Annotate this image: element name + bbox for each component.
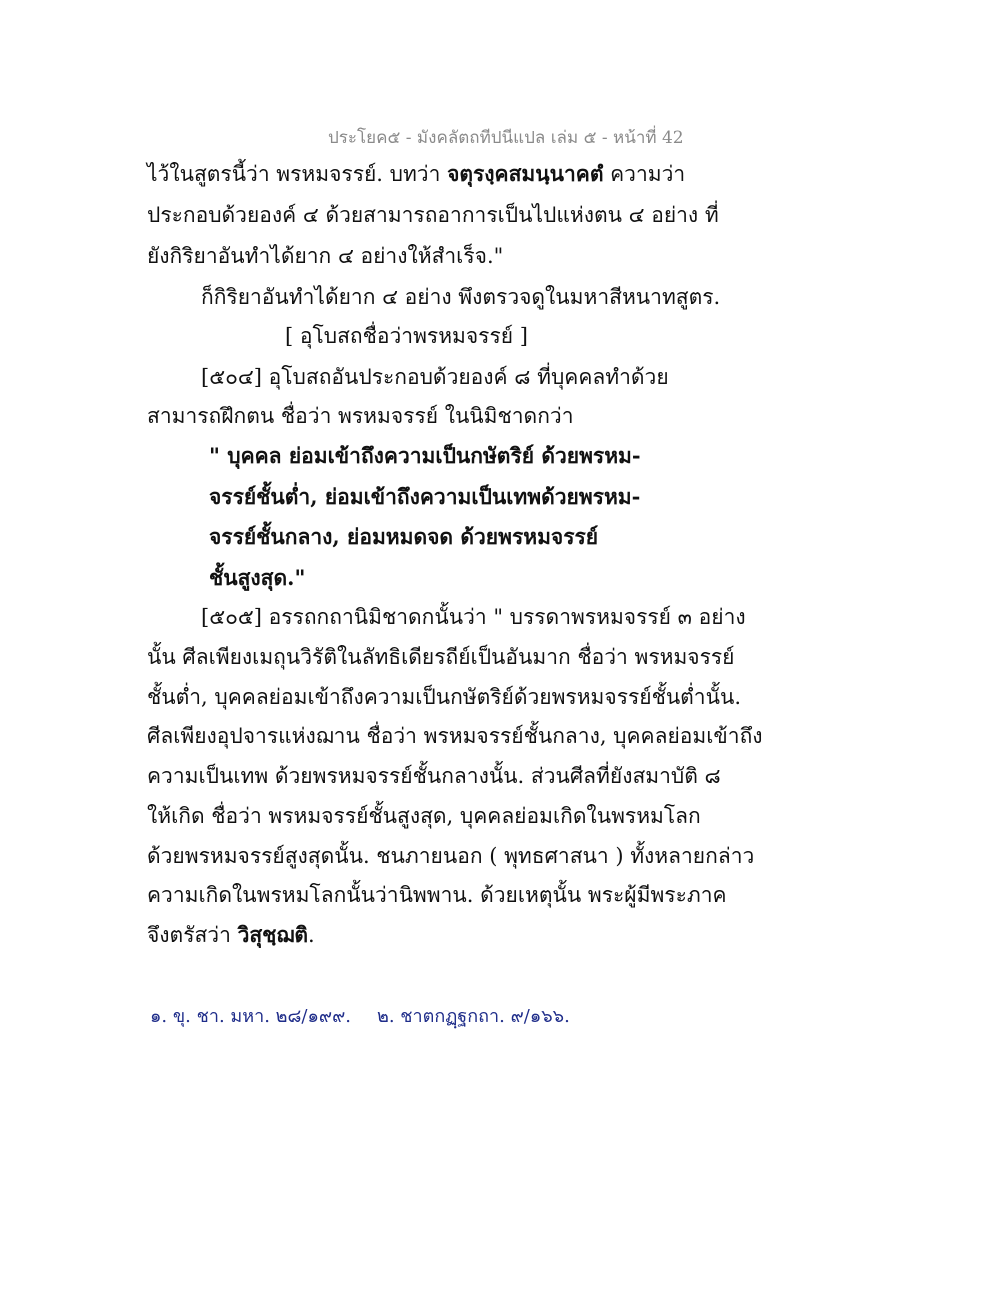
- text-line: [๕๐๕] อรรถกถานิมิชาดกนั้นว่า " บรรดาพรหมจรรย์ ๓ อย่าง: [201, 605, 746, 629]
- footnotes: [150, 1001, 570, 1030]
- page-header: ประโยค๕ - มังคลัตถทีปนีแปล เล่ม ๕ - หน้าที่ 42: [328, 128, 684, 148]
- text-line: ศีลเพียงอุปจารแห่งฌาน ชื่อว่า พรหมจรรย์ชั้นกลาง, บุคคลย่อมเข้าถึง: [147, 724, 763, 748]
- verse-line: " บุคคล ย่อมเข้าถึงความเป็นกษัตริย์ ด้วยพรหม-: [209, 443, 641, 468]
- verse-line: จรรย์ชั้นต่ำ, ย่อมเข้าถึงความเป็นเทพด้วยพรหม-: [209, 484, 641, 509]
- text-line: [147, 160, 685, 188]
- text-line: ด้วยพรหมจรรย์สูงสุดนั้น. ชนภายนอก ( พุทธศาสนา ) ทั้งหลายกล่าว: [147, 844, 755, 868]
- verse-line: ชั้นสูงสุด.": [209, 565, 306, 590]
- text-line: ความเป็นเทพ ด้วยพรหมจรรย์ชั้นกลางนั้น. ส่วนศีลที่ยังสมาบัติ ๘: [147, 764, 721, 788]
- footnote-1: ๑. ขุ. ชา. มหา. ๒๘/๑๙๙.: [150, 1006, 351, 1027]
- pali-term: จตุรงฺคสมนฺนาคตํ: [447, 161, 604, 186]
- text-run: .: [308, 923, 315, 947]
- verse-line: จรรย์ชั้นกลาง, ย่อมหมดจด ด้วยพรหมจรรย์: [209, 524, 599, 549]
- text-line: ให้เกิด ชื่อว่า พรหมจรรย์ชั้นสูงสุด, บุคคลย่อมเกิดในพรหมโลก: [147, 804, 701, 828]
- text-line: ประกอบด้วยองค์ ๔ ด้วยสามารถอาการเป็นไปแห่งตน ๔ อย่าง ที่: [147, 203, 719, 227]
- text-line: สามารถฝึกตน ชื่อว่า พรหมจรรย์ ในนิมิชาดกว่า: [147, 404, 574, 428]
- footnote-2: ๒. ชาตกฏฺฐกถา. ๙/๑๖๖.: [377, 1006, 570, 1027]
- section-heading: [ อุโบสถชื่อว่าพรหมจรรย์ ]: [285, 324, 528, 348]
- text-line: ยังกิริยาอันทำได้ยาก ๔ อย่างให้สำเร็จ.": [147, 244, 504, 268]
- text-line: [147, 921, 315, 949]
- text-line: นั้น ศีลเพียงเมถุนวิรัติในลัทธิเดียรถีย์เป็นอันมาก ชื่อว่า พรหมจรรย์: [147, 645, 735, 669]
- text-line: ก็กิริยาอันทำได้ยาก ๔ อย่าง พึงตรวจดูในมหาสีหนาทสูตร.: [201, 285, 721, 309]
- text-run: จึงตรัสว่า: [147, 923, 238, 947]
- text-line: ชั้นต่ำ, บุคคลย่อมเข้าถึงความเป็นกษัตริย์ด้วยพรหมจรรย์ชั้นต่ำนั้น.: [147, 685, 741, 709]
- pali-term: วิสุชฺฌติ: [237, 922, 309, 947]
- text-line: [๕๐๔] อุโบสถอันประกอบด้วยองค์ ๘ ที่บุคคลทำด้วย: [201, 365, 669, 389]
- text-run: ความว่า: [603, 162, 686, 186]
- text-run: ไว้ในสูตรนี้ว่า พรหมจรรย์. บทว่า: [147, 162, 448, 186]
- text-line: ความเกิดในพรหมโลกนั้นว่านิพพาน. ด้วยเหตุนั้น พระผู้มีพระภาค: [147, 883, 727, 907]
